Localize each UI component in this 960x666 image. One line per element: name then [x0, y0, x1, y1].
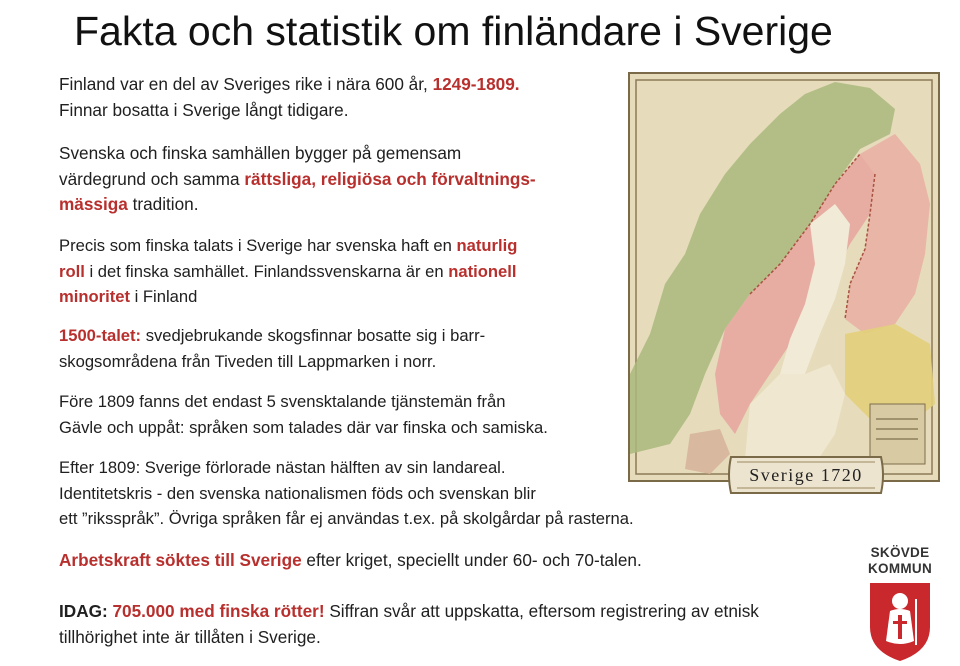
- skovde-kommun-logo: SKÖVDE KOMMUN: [860, 545, 940, 663]
- paragraph-history: Finland var en del av Sveriges rike i nära 600 år, 1249-1809. Finnar bosatta i Sverige långt tidigare.: [59, 74, 520, 120]
- paragraph-values: Svenska och finska samhällen bygger på gemensam värdegrund och samma rättsliga, religiösa och förvaltnings- mässiga tradition.: [59, 143, 536, 214]
- paragraph-language-role: Precis som finska talats i Sverige har svenska haft en naturlig roll i det finska samhället. Finlandssvenskarna är en nationell minoritet i Finland: [59, 236, 518, 306]
- map-caption-banner: [727, 451, 885, 499]
- paragraph-forest-finns: 1500-talet: svedjebrukande skogsfinnar bosatte sig i barr- skogsområdena från Tiveden till Lappmarken i norr.: [59, 326, 486, 371]
- map-caption: Sverige 1720: [749, 464, 863, 485]
- years-highlight: 1249-1809.: [432, 74, 520, 94]
- paragraph-after-1809: Efter 1809: Sverige förlorade nästan hälften av sin landareal. Identitetskris - den svenska nationalismen föds och svenskan blir ett ”riksspråk”. Övriga språken får ej användas t.ex. på skolgårdar på rasterna.: [59, 458, 634, 528]
- paragraph-labour: Arbetskraft söktes till Sverige efter kriget, speciellt under 60- och 70-talen.: [59, 550, 642, 570]
- page-title: Fakta och statistik om finländare i Sverige: [74, 8, 833, 54]
- paragraph-today: IDAG: 705.000 med finska rötter! Siffran svår att uppskatta, eftersom registrering av etnisk tillhörighet inte är tillåten i Sverige.: [59, 601, 759, 647]
- historical-map-image: [628, 72, 940, 482]
- finnish-roots-highlight: 705.000 med finska rötter!: [112, 601, 325, 621]
- map-drawing: [630, 74, 938, 480]
- paragraph-officials: Före 1809 fanns det endast 5 svensktalande tjänstemän från Gävle och uppåt: språken som talades där var finska och samiska.: [59, 392, 548, 437]
- coat-of-arms-icon: [860, 579, 940, 663]
